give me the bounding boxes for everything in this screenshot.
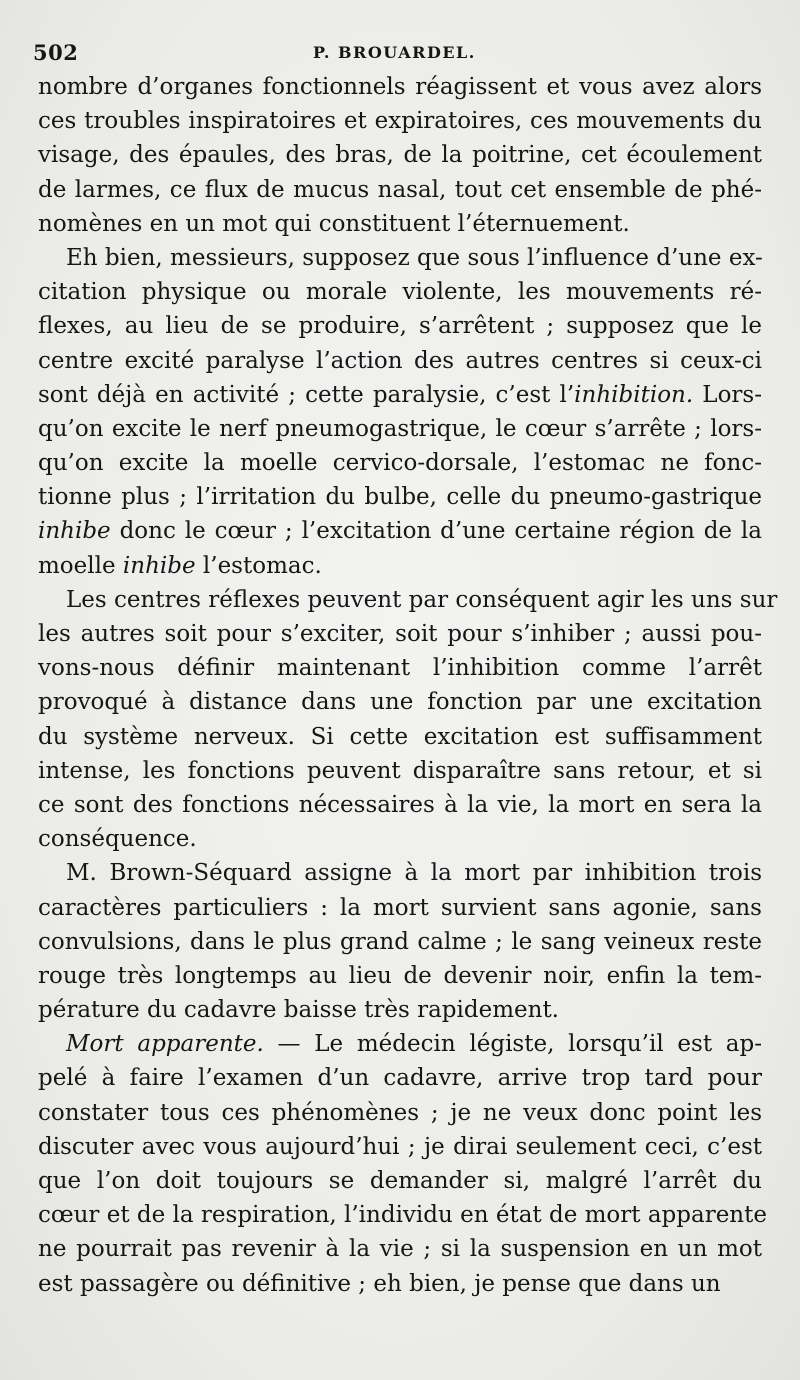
text-line (38, 1198, 767, 1232)
text-segment: — Le médecin légiste, lorsqu’il est ap- (263, 1031, 762, 1058)
text-segment: provoqué à distance dans une fonction par une excitation (38, 689, 762, 716)
text-line (38, 685, 762, 719)
text-segment: ces troubles inspiratoires et expiratoires, ces mouvements du (38, 108, 762, 135)
text-segment: nomènes en un mot qui constituent l’éternuement. (38, 210, 630, 237)
paragraph (38, 70, 762, 241)
text-segment: intense, les fonctions peuvent disparaître sans retour, et si (38, 757, 762, 784)
text-segment: vons-nous définir maintenant l’inhibition comme l’arrêt (38, 655, 762, 682)
body-text (38, 70, 778, 1301)
italic-text: inhibe (38, 518, 111, 545)
text-segment: caractères particuliers : la mort survient sans agonie, sans (38, 894, 762, 921)
text-line (38, 959, 762, 993)
text-line (38, 446, 762, 480)
text-segment: pérature du cadavre baisse très rapidement. (38, 997, 559, 1024)
text-segment: rouge très longtemps au lieu de devenir noir, enfin la tem- (38, 962, 762, 989)
text-line (38, 1096, 762, 1130)
text-segment: moelle (38, 552, 123, 579)
text-segment: donc le cœur ; l’excitation d’une certaine région de la (110, 518, 762, 545)
running-head: P. BROUARDEL. (313, 43, 476, 62)
text-line (38, 754, 762, 788)
text-segment: visage, des épaules, des bras, de la poitrine, cet écoulement (38, 142, 762, 169)
text-line (38, 822, 762, 856)
text-segment: de larmes, ce flux de mucus nasal, tout cet ensemble de phé- (38, 176, 762, 203)
text-line (38, 549, 762, 583)
text-segment: Eh bien, messieurs, supposez que sous l’influence d’une ex- (66, 244, 763, 271)
text-line (38, 241, 762, 275)
text-line (38, 651, 762, 685)
text-line (38, 788, 762, 822)
text-segment: cœur et de la respiration, l’individu en état de mort apparente (38, 1202, 767, 1229)
text-line (38, 70, 762, 104)
text-line (38, 1164, 762, 1198)
text-segment: conséquence. (38, 826, 197, 853)
paragraph (38, 583, 778, 857)
text-segment: centre excité paralyse l’action des autres centres si ceux-ci (38, 347, 762, 374)
text-segment: l’estomac. (195, 552, 322, 579)
paragraph (38, 241, 762, 583)
text-segment: flexes, au lieu de se produire, s’arrêtent ; supposez que le (38, 313, 762, 340)
text-segment: les autres soit pour s’exciter, soit pour s’inhiber ; aussi pou- (38, 621, 762, 647)
paragraph (38, 1027, 767, 1301)
text-segment: citation physique ou morale violente, les mouvements ré- (38, 279, 762, 306)
text-line (38, 480, 762, 514)
text-segment: Lors- (693, 381, 762, 408)
italic-text: Mort apparente. (66, 1031, 264, 1058)
italic-text: inhibe (122, 552, 196, 579)
text-line (38, 891, 762, 925)
text-line (38, 1267, 762, 1301)
paragraph (38, 856, 762, 1027)
text-segment: ne pourrait pas revenir à la vie ; si la suspension en un mot (38, 1236, 762, 1263)
text-segment: pelé à faire l’examen d’un cadavre, arrive trop tard pour (38, 1065, 762, 1092)
text-segment: tionne plus ; l’irritation du bulbe, celle du pneumo-gastrique (38, 484, 762, 511)
text-line (38, 309, 762, 343)
text-line (38, 1130, 762, 1164)
text-line (38, 173, 762, 207)
text-line (38, 993, 762, 1027)
text-line (38, 344, 762, 378)
text-line (38, 1232, 762, 1266)
text-segment: sont déjà en activité ; cette paralysie, c’est l’ (38, 381, 575, 408)
text-line (38, 1027, 762, 1061)
text-line (38, 138, 762, 172)
text-segment: ce sont des fonctions nécessaires à la vie, la mort en sera la (38, 791, 762, 818)
text-line (38, 1061, 762, 1095)
text-line (38, 275, 762, 309)
text-line (38, 412, 762, 446)
text-line (38, 856, 762, 890)
text-segment: Les centres réflexes peuvent par conséquent agir les uns sur (66, 586, 778, 613)
text-segment: convulsions, dans le plus grand calme ; le sang veineux reste (38, 928, 762, 955)
text-segment: du système nerveux. Si cette excitation est suffisamment (38, 723, 762, 750)
text-segment: qu’on excite le nerf pneumogastrique, le cœur s’arrête ; lors- (38, 415, 762, 442)
text-line (38, 378, 762, 412)
text-segment: discuter avec vous aujourd’hui ; je dirai seulement ceci, c’est (38, 1133, 762, 1160)
text-line (38, 104, 762, 138)
text-line (38, 925, 762, 959)
text-line (38, 583, 778, 617)
text-segment: M. Brown-Séquard assigne à la mort par inhibition trois (66, 860, 762, 887)
text-line (38, 514, 762, 548)
text-line (38, 207, 762, 241)
text-segment: qu’on excite la moelle cervico-dorsale, l’estomac ne fonc- (38, 450, 762, 477)
text-line (38, 617, 762, 651)
text-segment: nombre d’organes fonctionnels réagissent et vous avez alors (38, 74, 762, 100)
page-number: 502 (33, 40, 79, 65)
text-segment: constater tous ces phénomènes ; je ne veux donc point les (38, 1099, 762, 1126)
text-segment: que l’on doit toujours se demander si, malgré l’arrêt du (38, 1168, 762, 1194)
italic-text: inhibition. (574, 381, 694, 408)
text-line (38, 720, 762, 754)
text-segment: est passagère ou définitive ; eh bien, je pense que dans un (38, 1270, 721, 1297)
